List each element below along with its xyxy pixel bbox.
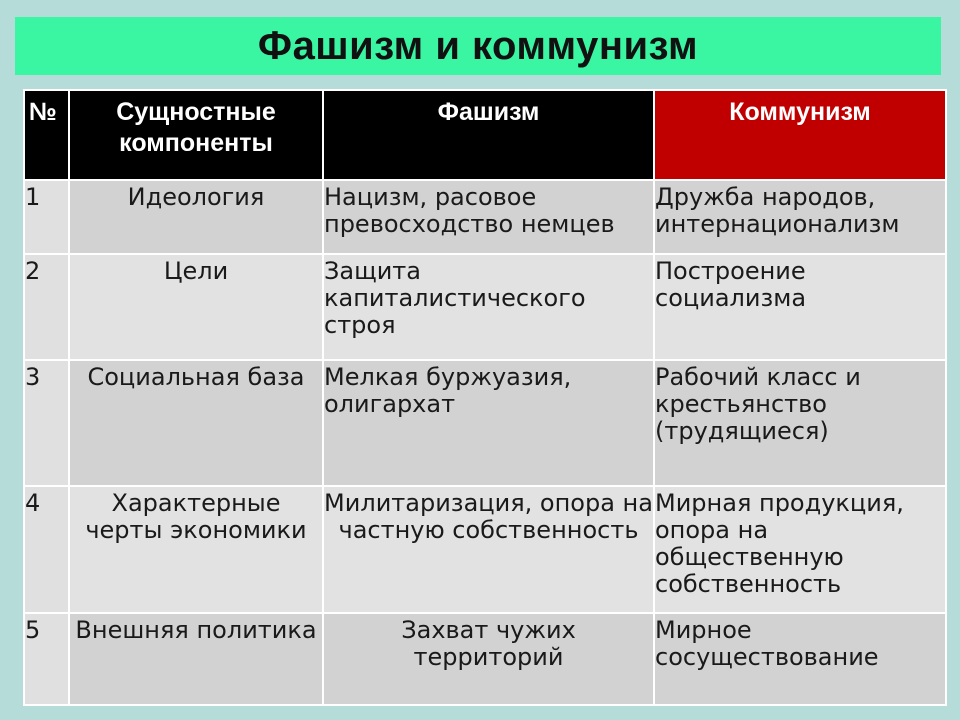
table-row: [24, 360, 946, 486]
row-number: 2: [24, 254, 69, 360]
row-communism: Мирное сосуществование: [654, 613, 946, 705]
header-communism: Коммунизм: [654, 90, 946, 180]
comparison-table: [23, 89, 947, 706]
header-fascism: Фашизм: [323, 90, 654, 180]
row-fascism: Захват чужих территорий: [323, 613, 654, 705]
page-title: Фашизм и коммунизм: [257, 23, 699, 68]
row-component: Социальная база: [69, 360, 323, 486]
table-row: [24, 486, 946, 613]
header-number: №: [24, 90, 69, 180]
header-components: Сущностные компоненты: [69, 90, 323, 180]
table-row: [24, 254, 946, 360]
row-fascism: Милитаризация, опора на частную собственность: [323, 486, 654, 613]
row-communism: Мирная продукция, опора на общественную собственность: [654, 486, 946, 613]
row-component: Характерные черты экономики: [69, 486, 323, 613]
table-header-row: [24, 90, 946, 180]
row-communism: Рабочий класс и крестьянство (трудящиеся): [654, 360, 946, 486]
row-number: 1: [24, 180, 69, 254]
row-number: 4: [24, 486, 69, 613]
row-fascism: Нацизм, расовое превосходство немцев: [323, 180, 654, 254]
row-number: 5: [24, 613, 69, 705]
table-row: [24, 180, 946, 254]
title-banner: [15, 17, 941, 75]
table-row: [24, 613, 946, 705]
row-component: Цели: [69, 254, 323, 360]
row-fascism: Мелкая буржуазия, олигархат: [323, 360, 654, 486]
row-communism: Дружба народов, интернационализм: [654, 180, 946, 254]
row-component: Внешняя политика: [69, 613, 323, 705]
row-number: 3: [24, 360, 69, 486]
row-communism: Построение социализма: [654, 254, 946, 360]
row-component: Идеология: [69, 180, 323, 254]
row-fascism: Защита капиталистического строя: [323, 254, 654, 360]
